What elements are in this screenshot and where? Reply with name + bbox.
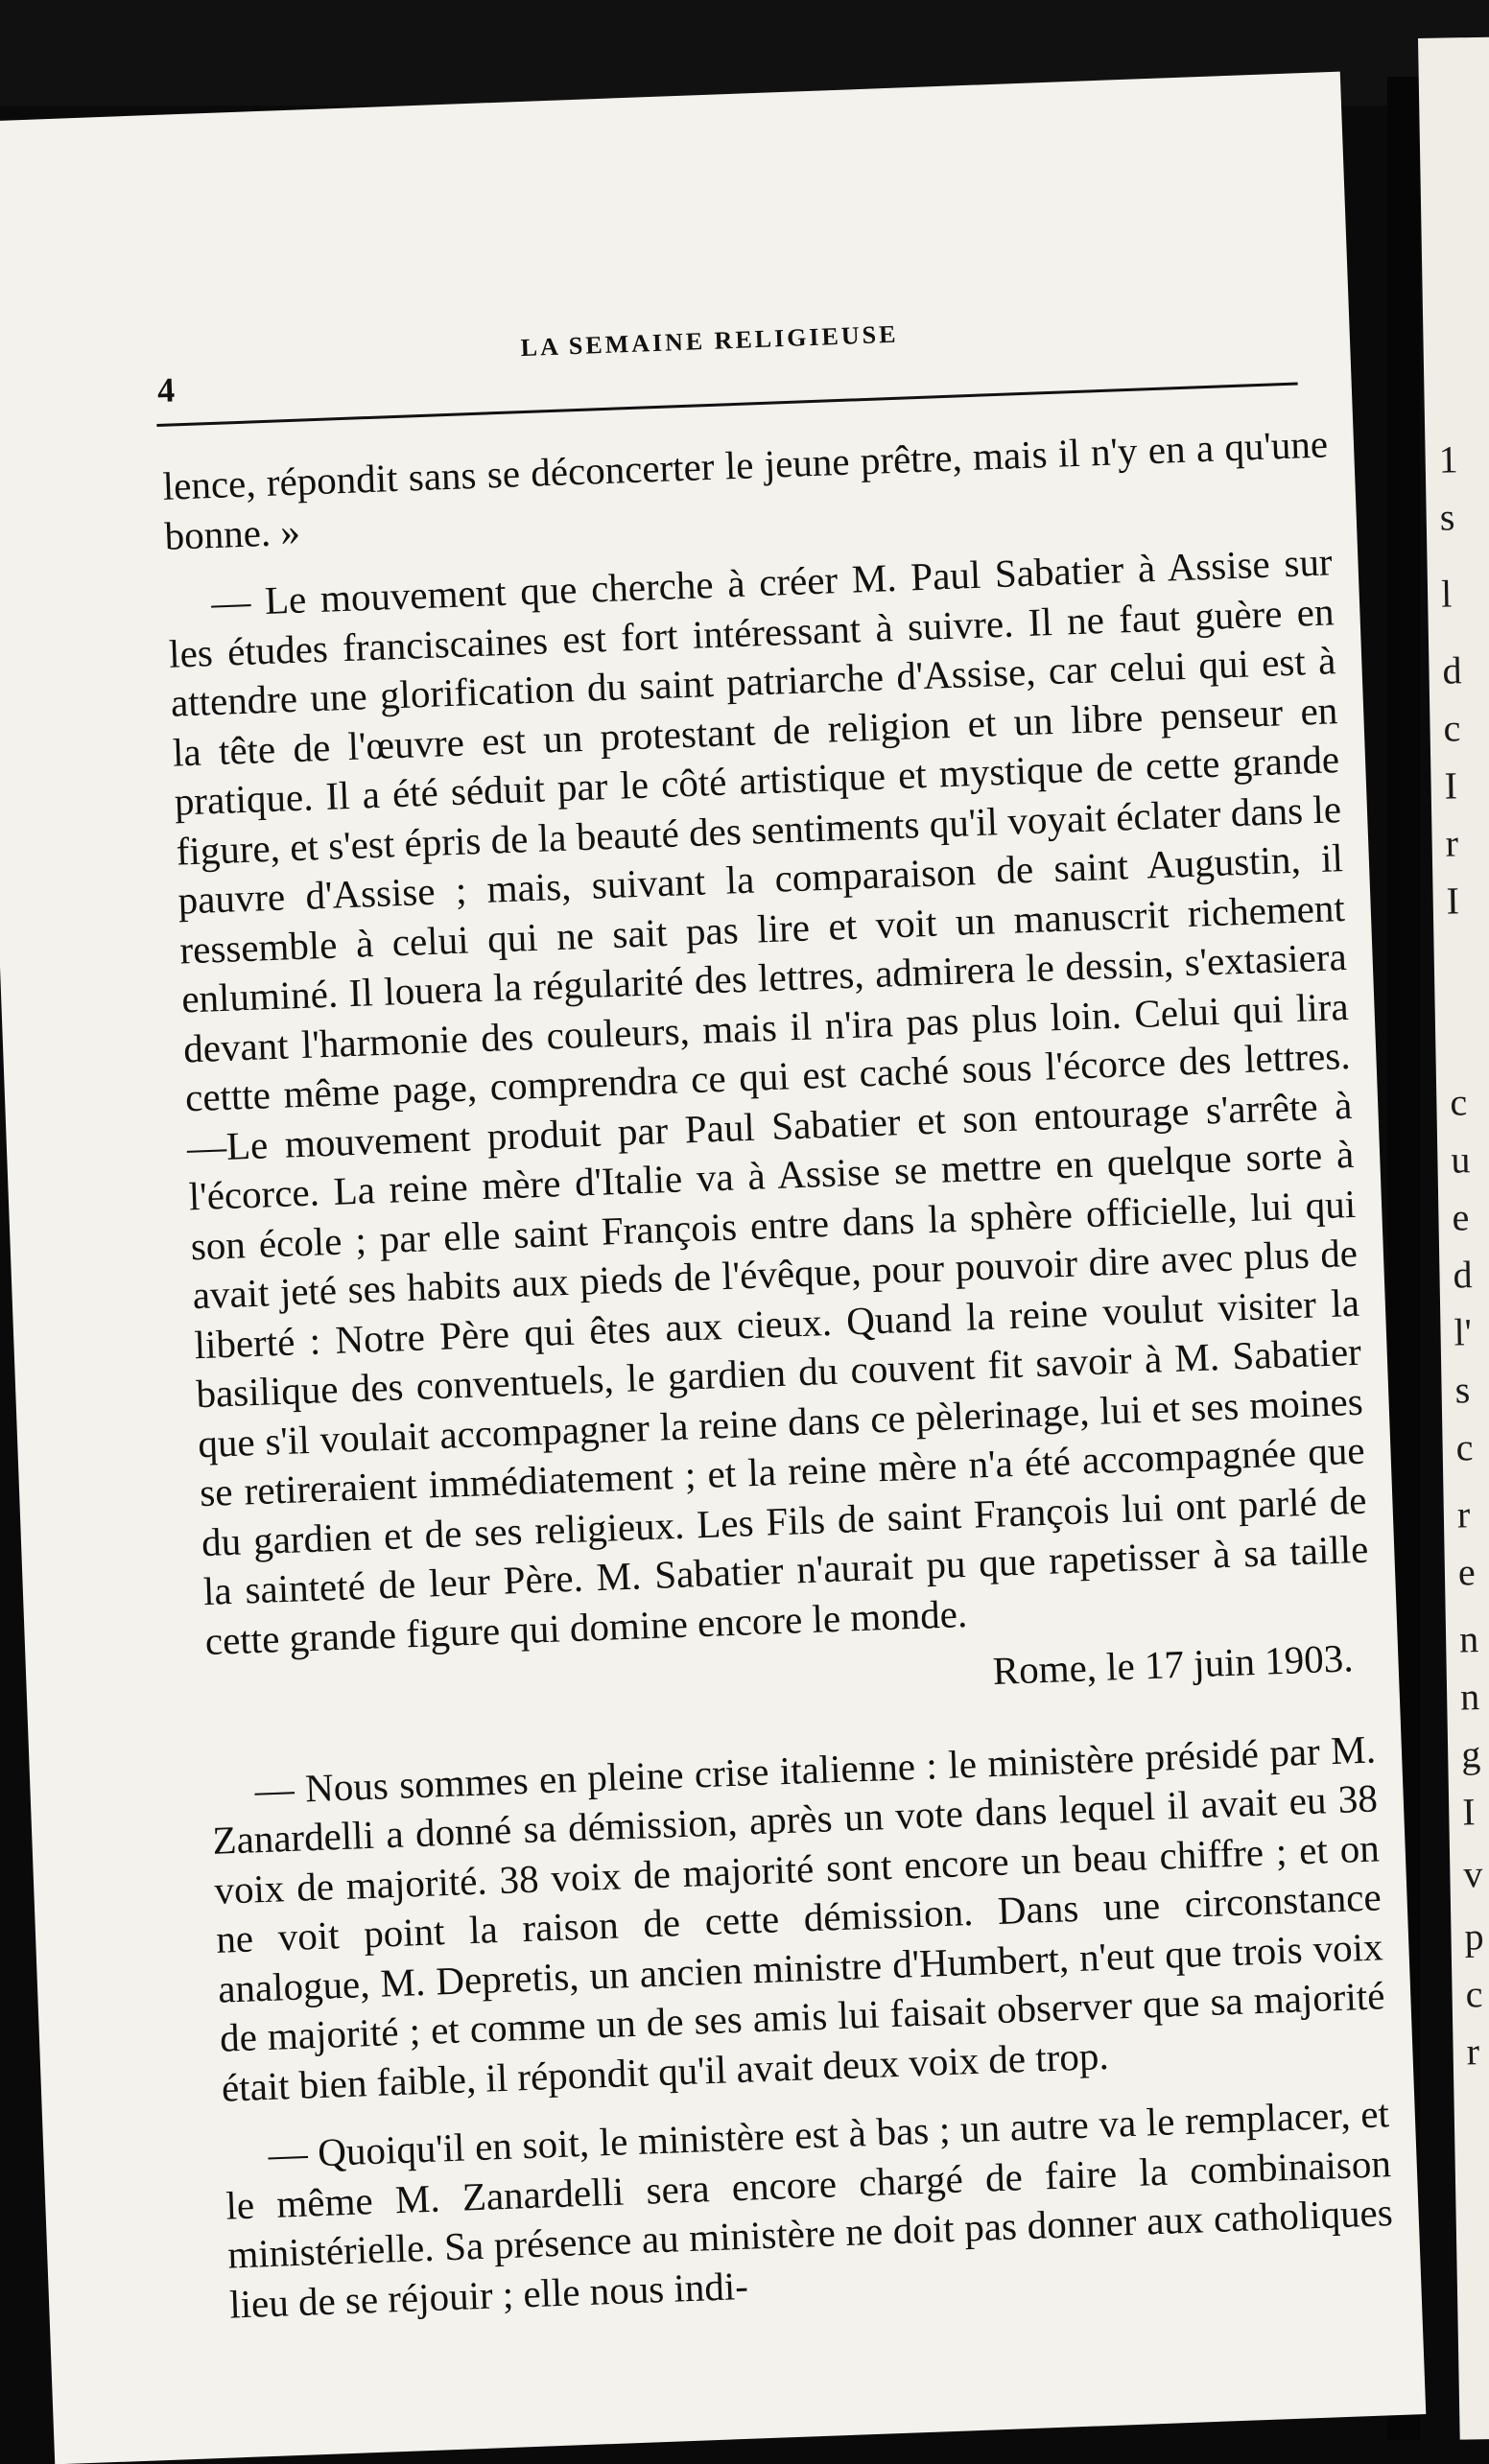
facing-page-letter: c [1455,1425,1474,1469]
paragraph-1: lence, répondit sans se déconcerter le jeune prêtre, mais il n'y en a qu'une bonne. » [161,421,1329,558]
facing-page-letter: d [1442,648,1462,692]
facing-page-letter: 1 [1438,437,1459,481]
page-number: 4 [156,370,176,410]
facing-page-letter: s [1454,1368,1471,1412]
facing-page-letter: e [1457,1550,1477,1594]
facing-page-letter: p [1464,1914,1484,1959]
facing-page-letter: n [1458,1617,1479,1661]
book-page [0,72,1426,2464]
facing-page-letter: r [1456,1492,1471,1537]
facing-page-letter: c [1465,1972,1483,2016]
facing-page-letter: r [1466,2030,1480,2074]
facing-page-letter: v [1463,1852,1483,1896]
facing-page-letter: l' [1454,1310,1473,1354]
facing-page-letter: r [1445,821,1459,865]
facing-page-letter: e [1452,1195,1470,1239]
page-header [145,277,1279,410]
facing-page-letter: g [1460,1732,1481,1776]
facing-page-letter: d [1453,1253,1473,1297]
facing-page-letter: I [1444,763,1458,808]
paragraph-3: — Nous sommes en pleine crise italienne : le ministère présidé par M. Zanardelli a donné sa démission, après un vote dans lequel il avait eu 38 voix de majorité. 38 voix de majorité sont encore un beau chiffre ; et on ne voit point la raison de cette démission. Dans une circonstance analogue, M. Depretis, un ancien ministre d'Humbert, n'eut que trois voix de majorité ; et comme un de ses amis lui faisait observer que sa majorité était bien faible, il répondit qu'il avait deux voix de trop. [211,1725,1386,2110]
facing-page-letter: c [1449,1080,1468,1124]
facing-page-edge [1418,37,1489,2440]
paragraph-2: — Le mouvement que cherche à créer M. Paul Sabatier à Assise sur les études franciscaines est fort intéressant à suivre. Il ne faut guère en attendre une glorification du saint patriarche d'Assise, car celui qui est à la tête de l'œuvre est un protestant de religion et un libre penseur en pratique. Il a été séduit par le côté artistique et mystique de cette grande figure, et s'est épris de la beauté des sentiments qu'il voyait éclater dans le pauvre d'Assise ; mais, suivant la comparaison de saint Augustin, il ressemble à celui qui ne sait pas lire et voit un manuscrit richement enluminé. Il louera la régularité des lettres, admirera le dessin, s'extasiera devant l'harmonie des couleurs, mais il n'ira pas plus loin. Celui qui lira cettte même page, comprendra ce qui est caché sous l'écorce des lettres.—Le mouvement produit par Paul Sabatier et son entourage s'arrête à l'écorce. La reine mère d'Italie va à Assise se mettre en quelque sorte à son école ; par elle saint François entre dans la sphère officielle, lui qui avait jeté ses habits aux pieds de l'évêque, pour pouvoir dire avec plus de liberté : Notre Père qui êtes aux cieux. Quand la reine voulut visiter la basilique des conventuels, le gardien du couvent fit savoir à M. Sabatier que s'il voulait accompagner la reine dans ce pèlerinage, lui et ses moines se retireraient immédiatement ; et la reine mère n'a été accompagnée que du gardien et de ses religieux. Les Fils de saint François lui ont parlé de la sainteté de leur Père. M. Sabatier n'aurait pu que rapetisser à sa taille cette grande figure qui domine encore le monde. [168,539,1370,1663]
facing-page-letter: n [1459,1675,1480,1719]
dateline: Rome, le 17 juin 1903. [991,1635,1355,1693]
facing-page-letter: c [1443,706,1461,750]
running-title: LA SEMAINE RELIGIEUSE [520,319,899,363]
article-body [162,419,1396,2329]
facing-page-letter: u [1451,1138,1471,1182]
paragraph-4: — Quoiqu'il en soit, le ministère est à bas ; un autre va le remplacer, et le même M. Zanardelli sera encore chargé de faire la combinaison ministérielle. Sa présence au ministère ne doit pas donner aux catholiques lieu de se réjouir ; elle nous indi- [225,2091,1394,2327]
facing-page-letter: l [1440,572,1453,616]
facing-page-letter: I [1446,879,1460,923]
facing-page-letter: s [1439,495,1455,539]
facing-page-letter: I [1461,1790,1476,1834]
header-rule [156,382,1297,427]
